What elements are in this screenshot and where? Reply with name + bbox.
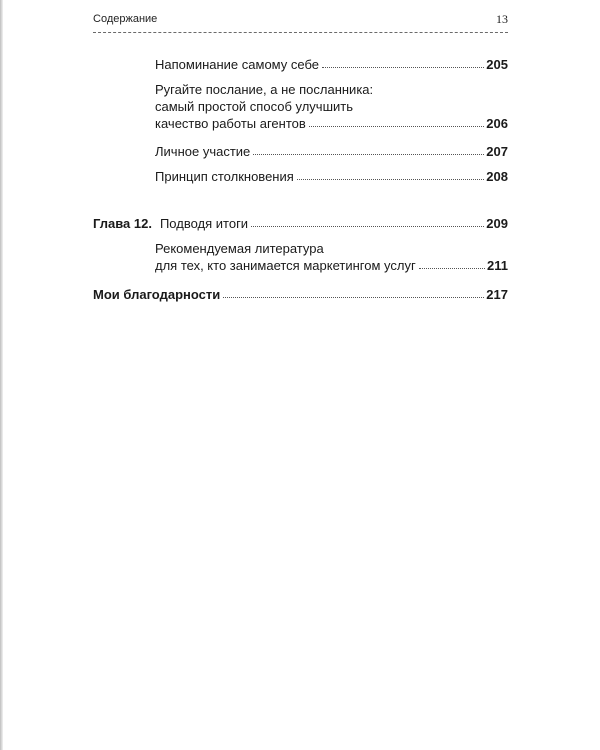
toc-entry-page: 205	[486, 57, 508, 72]
toc-entry-line: Ругайте послание, а не посланника:	[155, 82, 374, 97]
toc-entry-text: Напоминание самому себе	[155, 57, 319, 72]
toc-entry-text: качество работы агентов	[155, 116, 306, 131]
running-head-title: Содержание	[93, 13, 158, 25]
dot-leader	[419, 268, 485, 269]
toc-entry-literature	[155, 258, 508, 274]
toc-entry-personal-involvement	[155, 144, 508, 160]
dot-leader	[223, 297, 484, 298]
toc-entry-text: для тех, кто занимается маркетингом услуг	[155, 258, 416, 273]
dot-leader	[309, 126, 485, 127]
toc-entry-page: 206	[486, 116, 508, 131]
toc-entry-reminder	[155, 57, 508, 73]
toc-entry-thanks	[93, 287, 508, 303]
dot-leader	[253, 154, 484, 155]
dot-leader	[251, 226, 484, 227]
toc-chapter-12	[93, 216, 508, 232]
chapter-title: Подводя итоги	[159, 216, 249, 231]
toc-entry-text: Личное участие	[155, 144, 251, 159]
toc-entry-line: Рекомендуемая литература	[155, 241, 324, 256]
chapter-label: Глава 12.	[93, 216, 152, 231]
toc-entry-page: 207	[486, 144, 508, 159]
header-rule	[93, 32, 508, 33]
toc-entry-page: 211	[487, 258, 508, 273]
dot-leader	[322, 67, 484, 68]
toc-entry-line: самый простой способ улучшить	[155, 99, 353, 114]
toc-entry-page: 217	[486, 287, 508, 302]
toc-entry-text: Мои благодарности	[93, 287, 221, 302]
toc-entry-page: 208	[486, 169, 508, 184]
toc-entry-blame-message	[155, 116, 508, 132]
toc-entry-collision-principle	[155, 169, 508, 185]
dot-leader	[297, 179, 485, 180]
toc-entry-text: Принцип столкновения	[155, 169, 294, 184]
page-number: 13	[496, 12, 508, 26]
toc-entry-page: 209	[486, 216, 508, 231]
page-edge-shadow	[0, 0, 3, 750]
